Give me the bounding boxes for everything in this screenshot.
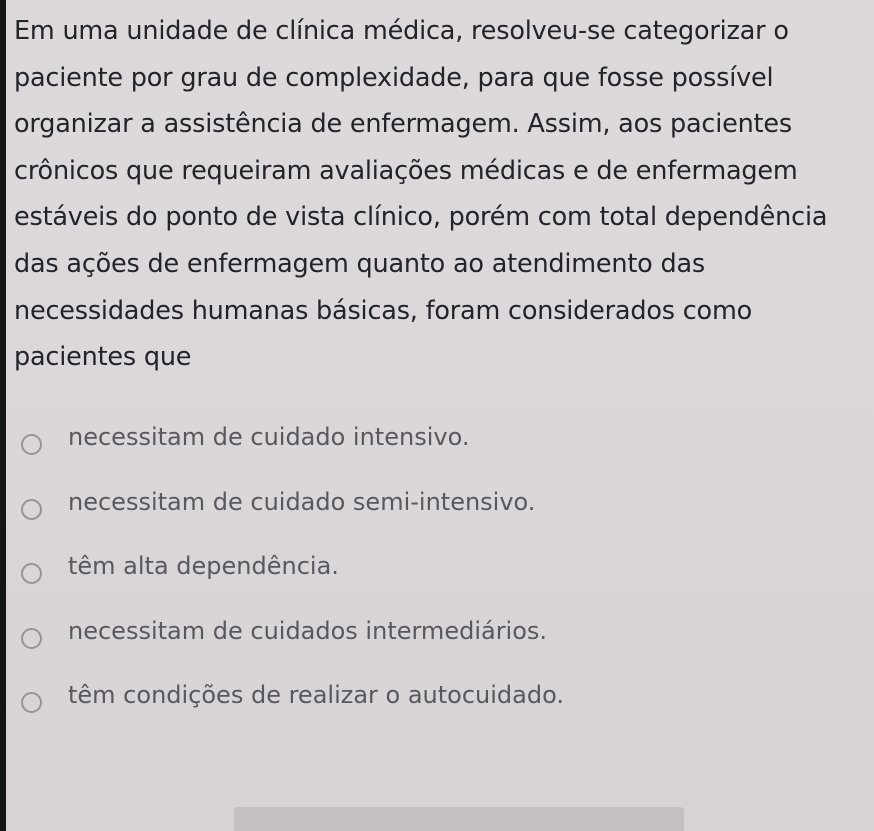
- radio-button-icon[interactable]: [21, 692, 42, 713]
- radio-button-icon[interactable]: [21, 628, 42, 649]
- answer-option-a[interactable]: [6, 412, 874, 477]
- radio-button-icon[interactable]: [21, 434, 42, 455]
- bottom-action-bar[interactable]: [234, 807, 684, 831]
- answer-option-label: têm alta dependência.: [68, 552, 339, 580]
- answer-option-label: têm condições de realizar o autocuidado.: [68, 681, 564, 709]
- answer-option-e[interactable]: [6, 670, 874, 735]
- answer-option-c[interactable]: [6, 541, 874, 606]
- answer-option-label: necessitam de cuidado semi-intensivo.: [68, 487, 536, 516]
- radio-button-icon[interactable]: [21, 563, 42, 584]
- quiz-screen: [6, 0, 874, 831]
- answer-option-b[interactable]: [6, 477, 874, 542]
- answer-option-label: necessitam de cuidados intermediários.: [68, 616, 548, 645]
- radio-button-icon[interactable]: [21, 499, 42, 520]
- question-text: Em uma unidade de clínica médica, resolveu-se categorizar o paciente por grau de complexidade, para que fosse possível organizar a assistência de enfermagem. Assim, aos pacientes crônicos que requeiram avaliações médicas e de enfermagem estáveis do ponto de vista clínico, porém com total dependência das ações de enfermagem quanto ao atendimento das necessidades humanas básicas, foram considerados como pacientes que: [14, 16, 828, 373]
- answer-option-d[interactable]: [6, 606, 874, 671]
- answer-option-label: necessitam de cuidado intensivo.: [68, 423, 470, 451]
- answer-options: [6, 412, 874, 735]
